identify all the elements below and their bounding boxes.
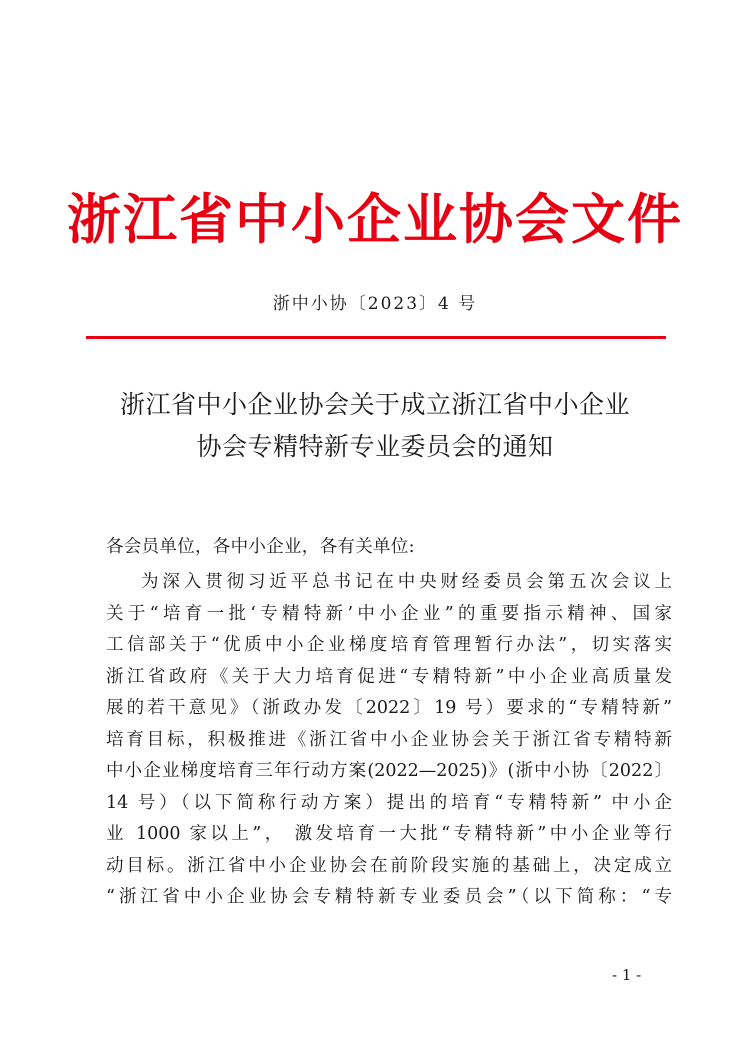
- body-line: “浙江省中小企业协会专精特新专业委员会”（以下简称：“专: [106, 887, 672, 907]
- body-line: 关于“培育一批‘专精特新’中小企业”的重要指示精神、国家: [106, 603, 672, 624]
- salutation: 各会员单位，各中小企业，各有关单位:: [106, 537, 415, 557]
- notice-title-line-1: 浙江省中小企业协会关于成立浙江省中小企业: [119, 390, 630, 419]
- notice-title: [0, 384, 750, 468]
- body-line: 动目标。浙江省中小企业协会在前阶段实施的基础上，决定成立: [106, 855, 672, 876]
- body-line: 业 1000 家以上”， 激发培育一大批“专精特新”中小企业等行: [106, 824, 672, 844]
- body-line: 展的若干意见》（浙政办发〔2022〕19 号）要求的“专精特新”: [106, 698, 672, 718]
- body-line: 浙江省政府《关于大力培育促进“专精特新”中小企业高质量发: [106, 666, 672, 687]
- body-line: 工信部关于“优质中小企业梯度培育管理暂行办法”，切实落实: [106, 635, 672, 655]
- page-number: - 1 -: [612, 966, 642, 984]
- body-line: 14 号）（以下简称行动方案）提出的培育“专精特新” 中小企: [106, 792, 672, 813]
- body-line: 为深入贯彻习近平总书记在中央财经委员会第五次会议上: [141, 572, 672, 592]
- document-number: 浙中小协〔2023〕4 号: [272, 294, 478, 314]
- document-header-title: 浙江省中小企业协会文件: [67, 187, 683, 251]
- body-line: 中小企业梯度培育三年行动方案(2022—2025)》(浙中小协〔2022〕: [106, 761, 672, 781]
- notice-title-line-2: 协会专精特新专业委员会的通知: [196, 432, 554, 461]
- body-paragraph: [106, 567, 672, 914]
- red-divider-line: [86, 336, 666, 339]
- body-line: 培育目标，积极推进《浙江省中小企业协会关于浙江省专精特新: [106, 729, 672, 750]
